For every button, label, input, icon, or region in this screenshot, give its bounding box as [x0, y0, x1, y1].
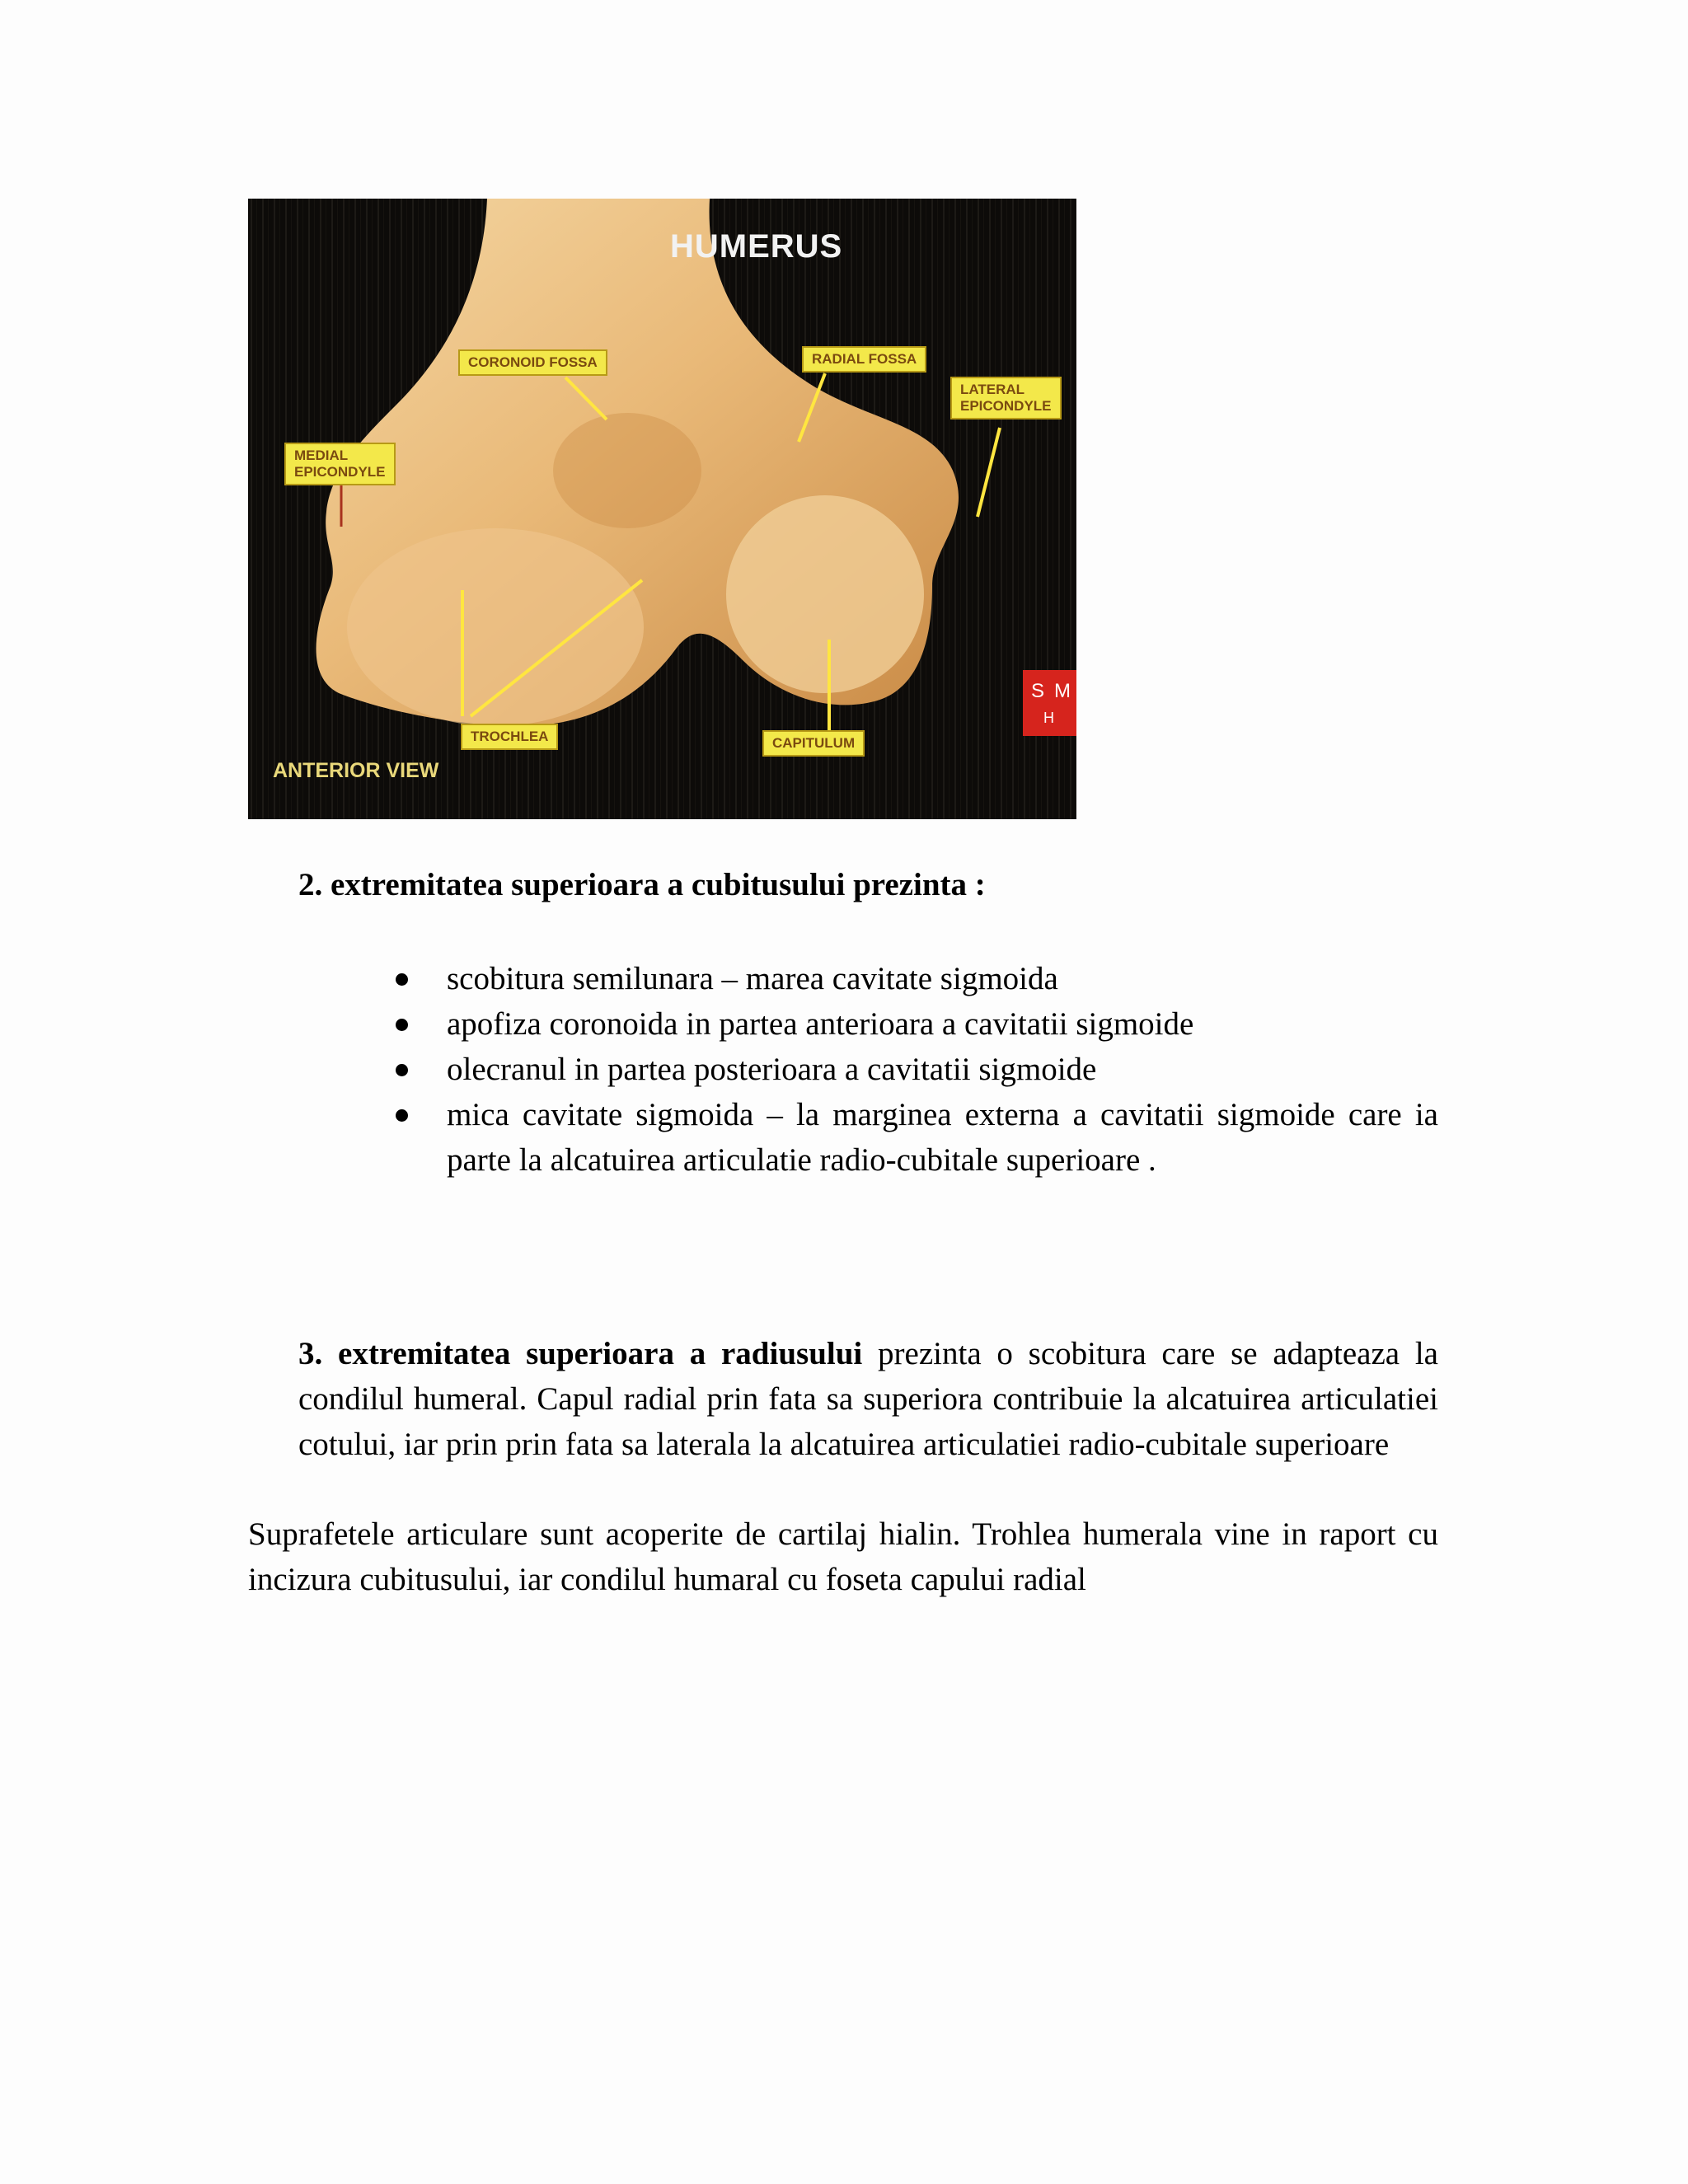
list-item — [392, 1047, 1438, 1092]
list-item — [392, 1001, 1438, 1047]
section-2-heading — [298, 865, 986, 905]
logo-letter-s: S — [1031, 680, 1045, 702]
capitulum-label: CAPITULUM — [762, 730, 865, 757]
coronoid-fossa-label: CORONOID FOSSA — [458, 349, 607, 376]
smh-logo — [1023, 670, 1076, 736]
humerus-illustration — [248, 199, 1076, 819]
bullet-icon — [396, 1064, 408, 1076]
medial-epicondyle-label: MEDIAL EPICONDYLE — [284, 443, 396, 485]
section-2-bullet-list — [392, 956, 1438, 1183]
humerus-figure — [248, 199, 1076, 819]
bullet-icon — [396, 1019, 408, 1031]
bullet-icon — [396, 1109, 408, 1122]
logo-letter-h: H — [1043, 710, 1054, 726]
view-label: ANTERIOR VIEW — [273, 759, 439, 782]
closing-paragraph: Suprafetele articulare sunt acoperite de cartilaj hialin. Trohlea humerala vine in raport cu incizura cubitusului, iar condilul humaral cu foseta capului radial — [248, 1516, 1438, 1597]
list-item — [392, 1092, 1438, 1183]
list-item-text: mica cavitate sigmoida – la marginea externa a cavitatii sigmoide care ia parte la alcatuirea articulatie radio-cubitale superioare . — [447, 1097, 1438, 1178]
lateral-epicondyle-label: LATERAL EPICONDYLE — [950, 377, 1062, 419]
section-2-title: . extremitatea superioara a cubitusului prezinta : — [314, 867, 986, 902]
list-item — [392, 956, 1438, 1001]
radial-fossa-label: RADIAL FOSSA — [802, 346, 926, 373]
list-item-text: scobitura semilunara – marea cavitate sigmoida — [447, 961, 1058, 996]
capitulum-shape — [726, 495, 924, 693]
figure-title: HUMERUS — [670, 228, 843, 265]
fossa-shadow — [553, 413, 701, 528]
list-item-text: olecranul in partea posterioara a cavitatii sigmoide — [447, 1052, 1097, 1087]
trochlea-label: TROCHLEA — [461, 724, 558, 750]
bullet-icon — [396, 973, 408, 986]
list-item-text: apofiza coronoida in partea anterioara a cavitatii sigmoide — [447, 1006, 1194, 1042]
section-3-heading: 3. extremitatea superioara a radiusului — [298, 1336, 863, 1371]
section-3-text: prezinta o scobitura care se adapteaza la condilul humeral. Capul radial prin fata sa superiora contribuie la alcatuirea articulatiei cotului, iar prin prin fata sa laterala la alcatuirea articulatiei radio-cubitale superioare — [298, 1336, 1438, 1462]
section-3-paragraph — [298, 1331, 1438, 1467]
section-2-number: 2 — [298, 867, 315, 902]
logo-letter-m: M — [1054, 680, 1071, 702]
